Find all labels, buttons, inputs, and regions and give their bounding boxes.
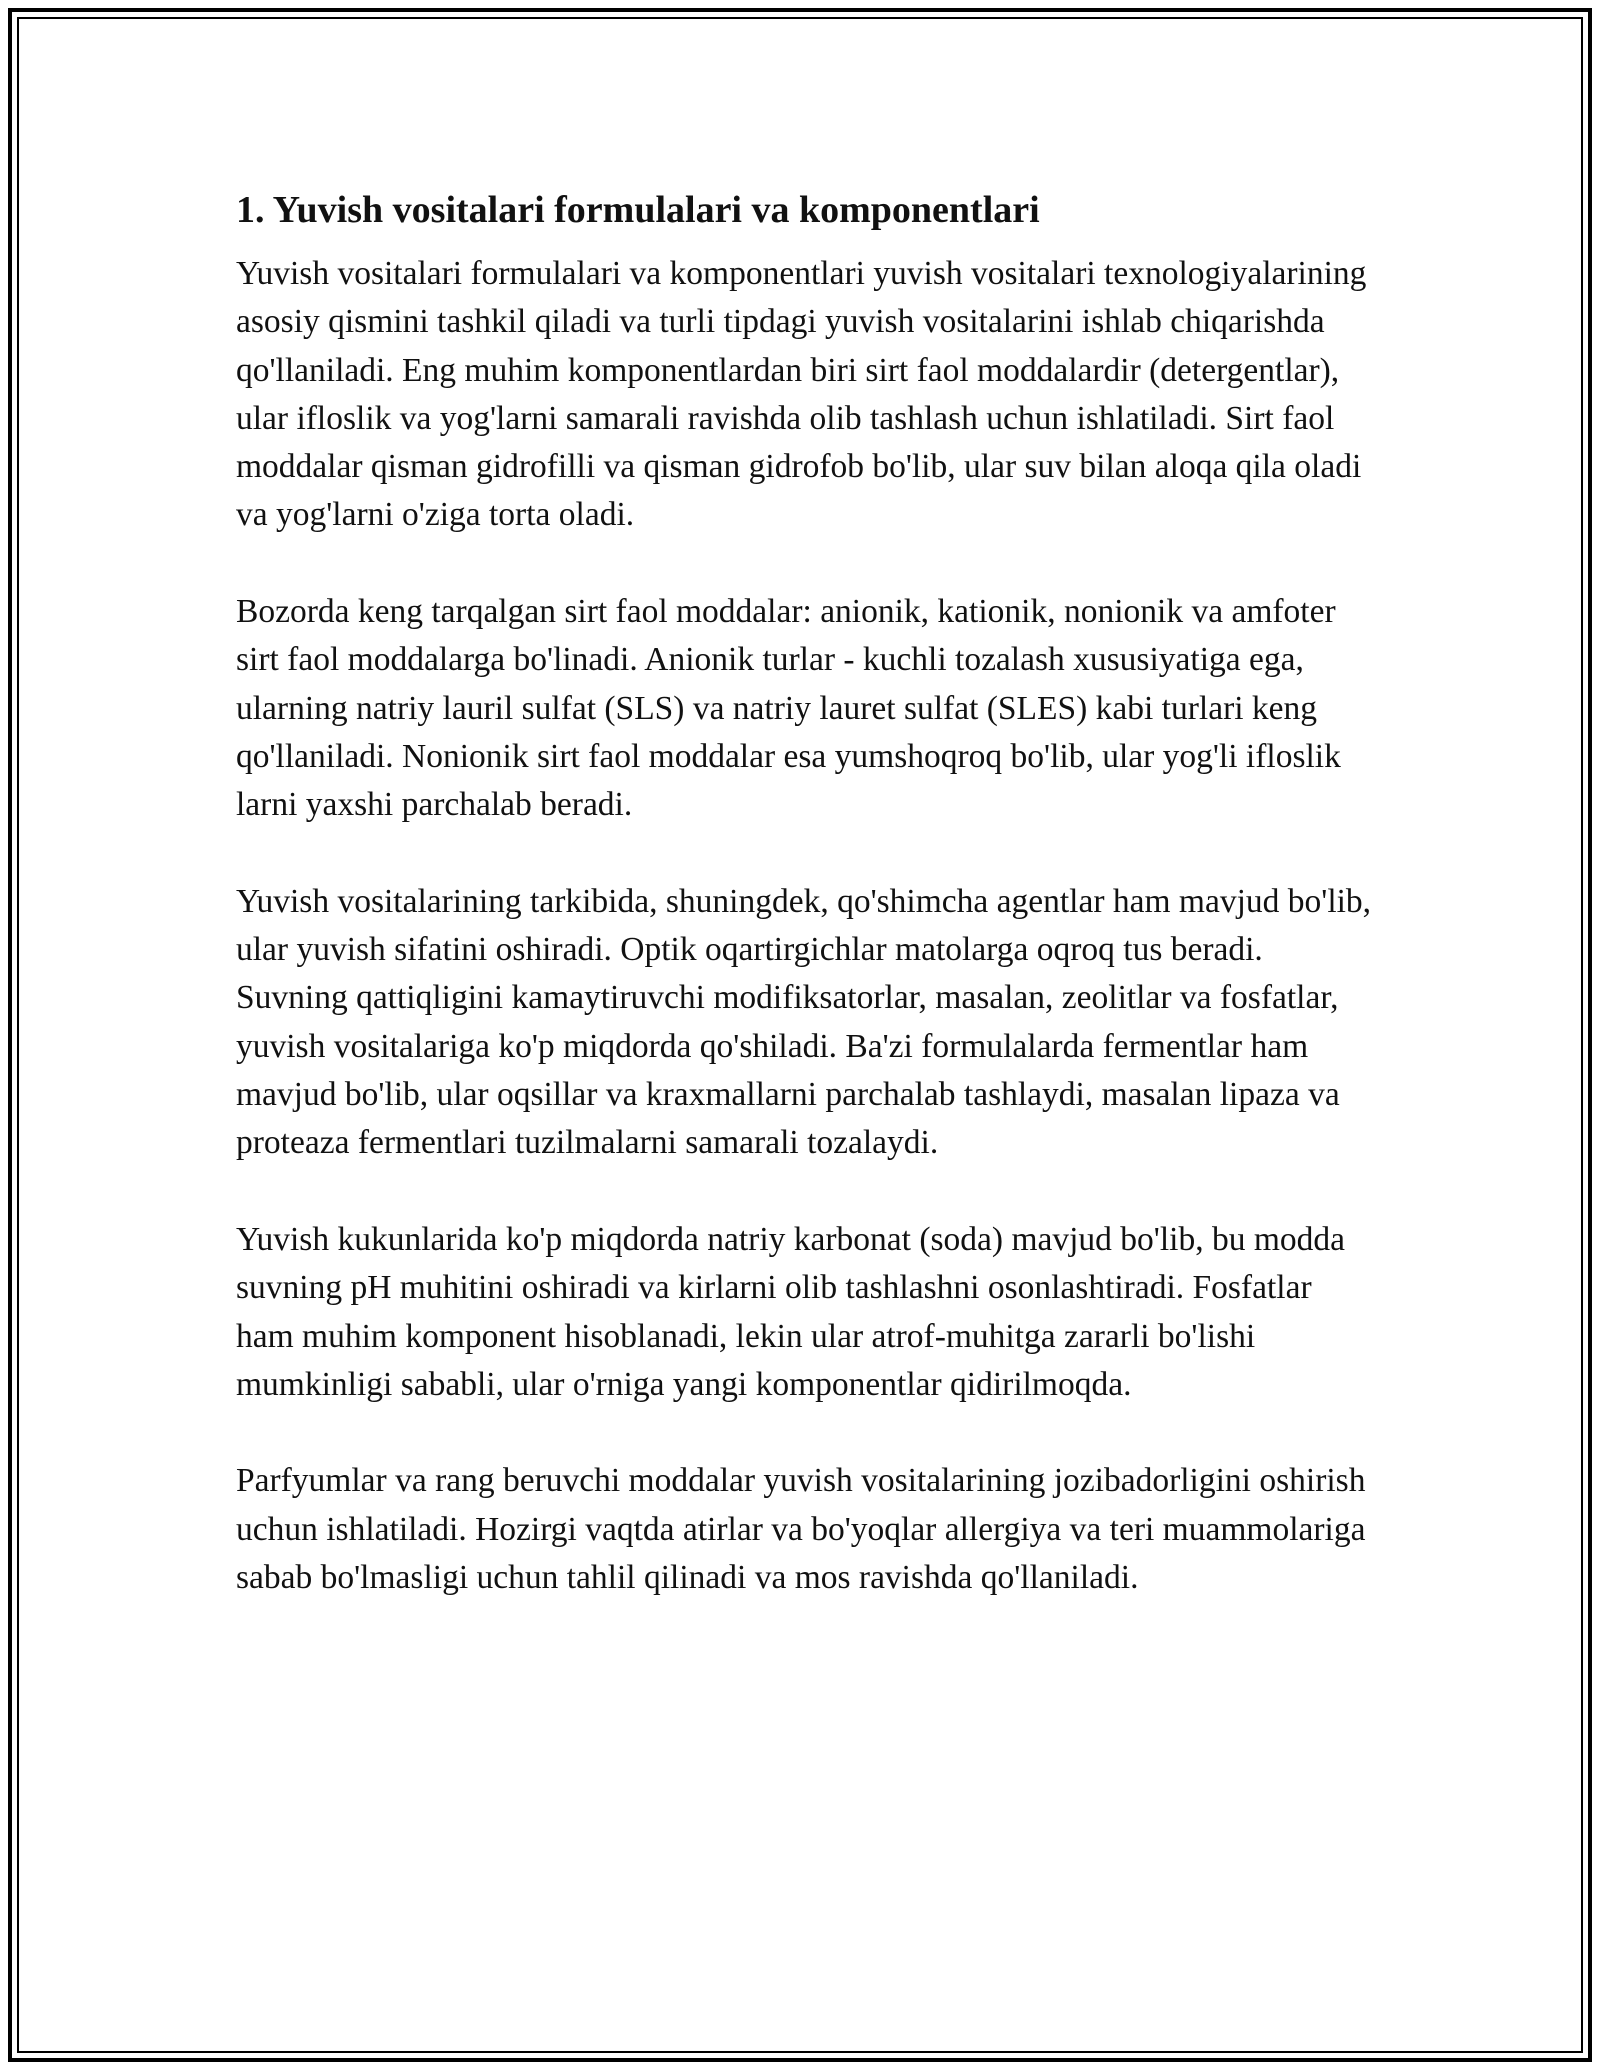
paragraph-5: Parfyumlar va rang beruvchi moddalar yuvish vositalarining jozibadorligini oshirish uchun ishlatiladi. Hozirgi vaqtda atirlar va bo'yoqlar allergiya va teri muammolariga sabab bo'lmasligi uchun tahlil qilinadi va mos ravishda qo'llaniladi. [236,1462,1366,1597]
paragraph-4: Yuvish kukunlarida ko'p miqdorda natriy karbonat (soda) mavjud bo'lib, bu modda suvning pH muhitini oshiradi va kirlarni olib tashlashni osonlashtiradi. Fosfatlar ham muhim komponent hisoblanadi, lekin ular atrof-muhitga zararli bo'lishi mumkinligi sababli, ular o'rniga yangi komponentlar qidirilmoqda. [236,1220,1346,1403]
paragraph-2: Bozorda keng tarqalgan sirt faol moddalar: anionik, kationik, nonionik va amfoter sirt faol moddalarga bo'linadi. Anionik turlar - kuchli tozalash xususiyatiga ega, ularning natriy lauril sulfat (SLS) va natriy lauret sulfat (SLES) kabi turlari keng qo'llaniladi. Nonionik sirt faol moddalar esa yumshoqroq bo'lib, ular yog'li ifloslik larni yaxshi parchalab beradi. [236,593,1341,824]
section-heading: 1. Yuvish vositalari formulalari va komponentlari [236,189,1040,231]
paragraph-1: Yuvish vositalari formulalari va komponentlari yuvish vositalari texnologiyalarining asosiy qismini tashkil qiladi va turli tipdagi yuvish vositalarini ishlab chiqarishda qo'llaniladi. Eng muhim komponentlardan biri sirt faol moddalardir (detergentlar), ular ifloslik va yog'larni samarali ravishda olib tashlash uchun ishlatiladi. Sirt faol moddalar qisman gidrofilli va qisman gidrofob bo'lib, ular suv bilan aloqa qila oladi va yog'larni o'ziga torta oladi. [236,255,1367,534]
paragraph-3: Yuvish vositalarining tarkibida, shuningdek, qo'shimcha agentlar ham mavjud bo'lib, ular yuvish sifatini oshiradi. Optik oqartirgichlar matolarga oqroq tus beradi. Suvning qattiqligini kamaytiruvchi modifiksatorlar, masalan, zeolitlar va fosfatlar, yuvish vositalariga ko'p miqdorda qo'shiladi. Ba'zi formulalarda fermentlar ham mavjud bo'lib, ular oqsillar va kraxmallarni parchalab tashlaydi, masalan lipaza va proteaza fermentlari tuzilmalarni samarali tozalaydi. [236,882,1372,1162]
document-body [236,186,1376,1602]
